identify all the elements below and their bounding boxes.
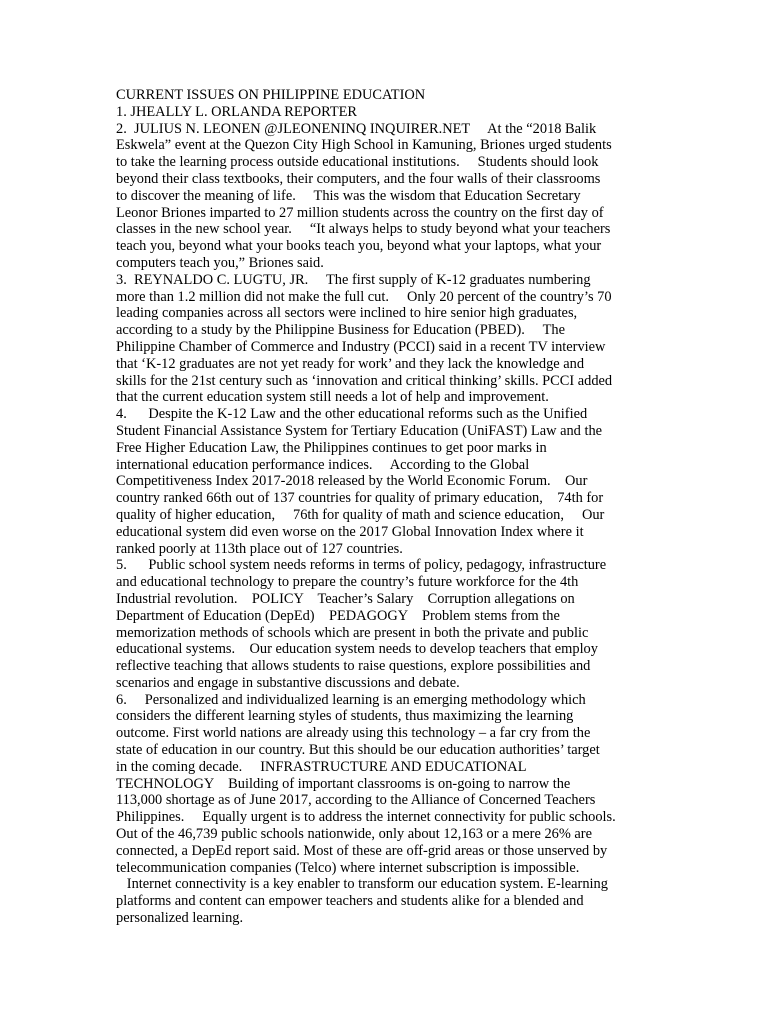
text-line: reflective teaching that allows students to raise questions, explore possibilities and: [116, 658, 591, 675]
text-line: considers the different learning styles of students, thus maximizing the learning: [116, 708, 574, 725]
text-line: platforms and content can empower teachers and students alike for a blended and: [116, 893, 584, 910]
text-line: ranked poorly at 113th place out of 127 countries.: [116, 540, 403, 557]
text-line: outcome. First world nations are already using this technology – a far cry from the: [116, 725, 591, 742]
document-body: [116, 87, 654, 927]
text-line: scenarios and engage in substantive discussions and debate.: [116, 674, 460, 691]
text-line: Student Financial Assistance System for Tertiary Education (UniFAST) Law and the: [116, 422, 603, 439]
text-line: Competitiveness Index 2017-2018 released by the World Economic Forum. Our: [116, 473, 588, 490]
text-line: 113,000 shortage as of June 2017, according to the Alliance of Concerned Teachers: [116, 792, 596, 809]
text-line: 4. Despite the K-12 Law and the other educational reforms such as the Unified: [116, 406, 588, 423]
text-line: Eskwela” event at the Quezon City High School in Kamuning, Briones urged students: [116, 137, 612, 154]
text-line: quality of higher education, 76th for quality of math and science education, Our: [116, 506, 605, 523]
text-line: educational systems. Our education system needs to develop teachers that employ: [116, 641, 598, 658]
text-line: 3. REYNALDO C. LUGTU, JR. The first supply of K-12 graduates numbering: [116, 271, 591, 288]
text-line: Leonor Briones imparted to 27 million students across the country on the first day of: [116, 204, 604, 221]
text-line: to take the learning process outside educational institutions. Students should look: [116, 154, 599, 171]
text-line: Philippines. Equally urgent is to address the internet connectivity for public schools.: [116, 809, 616, 826]
text-line: Department of Education (DepEd) PEDAGOGY Problem stems from the: [116, 607, 560, 624]
text-line: that ‘K-12 graduates are not yet ready for work’ and they lack the knowledge and: [116, 355, 585, 372]
text-line: Free Higher Education Law, the Philippines continues to get poor marks in: [116, 439, 547, 456]
text-line: beyond their class textbooks, their computers, and the four walls of their classrooms: [116, 170, 601, 187]
text-line: in the coming decade. INFRASTRUCTURE AND EDUCATIONAL: [116, 758, 527, 775]
text-line: Internet connectivity is a key enabler to transform our education system. E-learning: [116, 876, 608, 893]
text-line: to discover the meaning of life. This was the wisdom that Education Secretary: [116, 187, 581, 204]
text-line: and educational technology to prepare the country’s future workforce for the 4th: [116, 574, 579, 591]
document-title: CURRENT ISSUES ON PHILIPPINE EDUCATION: [116, 87, 426, 103]
text-line: country ranked 66th out of 137 countries for quality of primary education, 74th for: [116, 490, 604, 507]
text-line: state of education in our country. But this should be our education authorities’ target: [116, 742, 600, 759]
text-line: personalized learning.: [116, 910, 244, 927]
text-line: memorization methods of schools which are present in both the private and public: [116, 624, 589, 641]
text-line: skills for the 21st century such as ‘innovation and critical thinking’ skills. PCCI added: [116, 372, 613, 389]
text-line: 6. Personalized and individualized learning is an emerging methodology which: [116, 691, 586, 708]
text-line: according to a study by the Philippine Business for Education (PBED). The: [116, 322, 565, 339]
text-line: more than 1.2 million did not make the full cut. Only 20 percent of the country’s 70: [116, 288, 612, 305]
text-line: Out of the 46,739 public schools nationwide, only about 12,163 or a mere 26% are: [116, 826, 592, 843]
text-line: 2. JULIUS N. LEONEN @JLEONENINQ INQUIRER.NET At the “2018 Balik: [116, 120, 597, 137]
text-line: Industrial revolution. POLICY Teacher’s Salary Corruption allegations on: [116, 590, 575, 607]
text-line: telecommunication companies (Telco) where internet subscription is impossible.: [116, 859, 580, 876]
text-line: educational system did even worse on the 2017 Global Innovation Index where it: [116, 523, 584, 540]
text-line: Philippine Chamber of Commerce and Industry (PCCI) said in a recent TV interview: [116, 338, 606, 355]
text-line: TECHNOLOGY Building of important classrooms is on-going to narrow the: [116, 775, 571, 792]
text-line: teach you, beyond what your books teach you, beyond what your laptops, what your: [116, 238, 602, 255]
text-line: connected, a DepEd report said. Most of these are off-grid areas or those unserved by: [116, 842, 608, 859]
text-line: leading companies across all sectors were inclined to hire senior high graduates,: [116, 305, 578, 322]
text-line: computers teach you,” Briones said.: [116, 254, 324, 271]
text-line: international education performance indices. According to the Global: [116, 456, 530, 473]
text-line: 5. Public school system needs reforms in terms of policy, pedagogy, infrastructure: [116, 557, 607, 574]
text-line: 1. JHEALLY L. ORLANDA REPORTER: [116, 103, 357, 120]
text-line: that the current education system still needs a lot of help and improvement.: [116, 389, 549, 406]
text-line: classes in the new school year. “It always helps to study beyond what your teachers: [116, 221, 611, 238]
